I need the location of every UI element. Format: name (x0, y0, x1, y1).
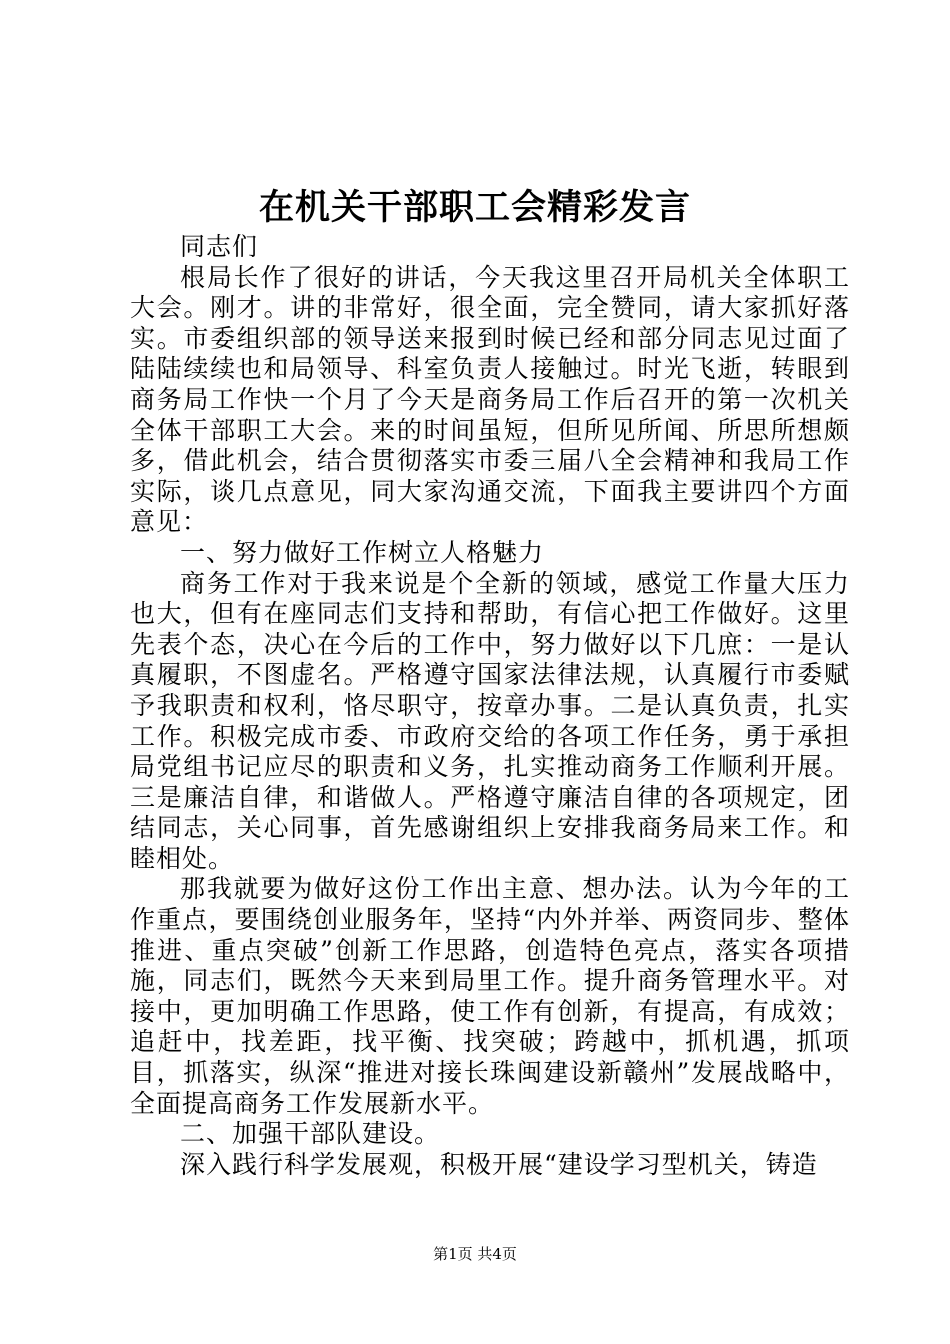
paragraph-intro: 根局长作了很好的讲话，今天我这里召开局机关全体职工大会。刚才。讲的非常好，很全面，完全赞同，请大家抓好落实。市委组织部的领导送来报到时候已经和部分同志见过面了陆陆续续也和局领导、科室负责人接触过。时光飞逝，转眼到商务局工作快一个月了今天是商务局工作后召开的第一次机关全体干部职工大会。来的时间虽短，但所见所闻、所思所想颇多，借此机会，结合贯彻落实市委三届八全会精神和我局工作实际，谈几点意见，同大家沟通交流，下面我主要讲四个方面意见： (130, 262, 850, 537)
document-title: 在机关干部职工会精彩发言 (258, 187, 691, 228)
page-footer: 第1页 共4页 (433, 1245, 517, 1263)
paragraph-section-1: 商务工作对于我来说是个全新的领域，感觉工作量大压力也大，但有在座同志们支持和帮助，有信心把工作做好。这里先表个态，决心在今后的工作中，努力做好以下几庶：一是认真履职，不图虚名。严格遵守国家法律法规，认真履行市委赋予我职责和权利，恪尽职守，按章办事。二是认真负责，扎实工作。积极完成市委、市政府交给的各项工作任务，勇于承担局党组书记应尽的职责和义务，扎实推动商务工作顺利开展。三是廉洁自律，和谐做人。严格遵守廉洁自律的各项规定，团结同志，关心同事，首先感谢组织上安排我商务局来工作。和睦相处。 (130, 568, 850, 873)
section-heading-1: 一、努力做好工作树立人格魅力 (180, 537, 545, 567)
paragraph-greeting: 同志们 (180, 232, 259, 261)
paragraph-section-2: 深入践行科学发展观，积极开展“建设学习型机关，铸造 (180, 1149, 818, 1179)
section-heading-2: 二、加强干部队建设。 (180, 1119, 441, 1149)
paragraph-work-focus: 那我就要为做好这份工作出主意、想办法。认为今年的工作重点，要围绕创业服务年，坚持“内外并举、两资同步、整体推进、重点突破”创新工作思路，创造特色亮点，落实各项措施，同志们，既然今天来到局里工作。提升商务管理水平。对接中，更加明确工作思路，使工作有创新，有提高，有成效；追赶中，找差距，找平衡、找突破；跨越中，抓机遇，抓项目，抓落实，纵深“推进对接长珠闽建设新赣州”发展战略中，全面提高商务工作发展新水平。 (130, 874, 850, 1118)
document-body (130, 232, 850, 1180)
